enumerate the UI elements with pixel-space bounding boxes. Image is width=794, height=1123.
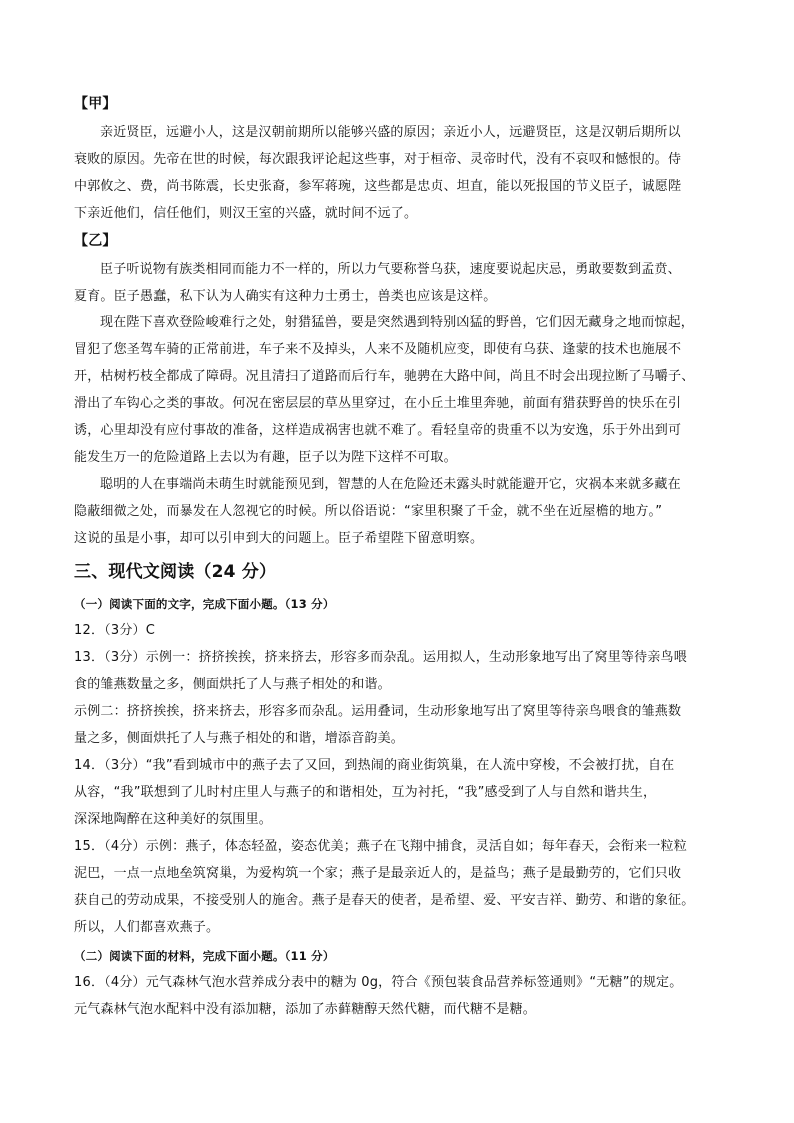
section-mark-yi: 【乙】	[74, 233, 117, 249]
answer-line: 元气森林气泡水配料中没有添加糖，添加了赤藓糖醇天然代糖，而代糖不是糖。	[74, 1002, 537, 1017]
part-heading: （二）阅读下面的材料，完成下面小题。（11 分）	[74, 949, 335, 963]
answer-line: 食的雏燕数量之多，侧面烘托了人与燕子相处的和谐。	[74, 677, 391, 692]
answer-line: 示例二：挤挤挨挨，挤来挤去，形容多而杂乱。运用叠词，生动形象地写出了窝里等待亲鸟喂食的雏燕数	[74, 704, 682, 719]
answer-line: 12．（3分）C	[74, 623, 155, 638]
text-line: 滑出了车钩心之类的事故。何况在密层层的草丛里穿过，在小丘土堆里奔驰，前面有猎获野兽的快乐在引	[74, 396, 682, 411]
answer-line: 14．（3分）“我”看到城市中的燕子去了又回，到热闹的商业街筑巢，在人流中穿梭，不会被打扰，自在	[74, 758, 675, 773]
text-line: 衰败的原因。先帝在世的时候，每次跟我评论起这些事，对于桓帝、灵帝时代，没有不哀叹和憾恨的。侍	[74, 152, 682, 167]
text-line: 能发生万一的危险道路上去以为有趣，臣子以为陛下这样不可取。	[74, 450, 457, 465]
section-title: 三、现代文阅读（24 分）	[74, 562, 277, 582]
answer-line: 16．（4分）元气森林气泡水营养成分表中的糖为 0g，符合《预包装食品营养标签通则》“无糖”的规定。	[74, 975, 683, 990]
answer-line: 13．（3分）示例一：挤挤挨挨，挤来挤去，形容多而杂乱。运用拟人，生动形象地写出了窝里等待亲鸟喂	[74, 650, 687, 665]
text-line: 诱，心里却没有应付事故的准备，这样造成祸害也就不难了。看轻皇帝的贵重不以为安逸，乐于外出到可	[74, 423, 682, 438]
text-line: 亲近贤臣，远避小人，这是汉朝前期所以能够兴盛的原因；亲近小人，远避贤臣，这是汉朝后期所以	[100, 125, 681, 140]
text-line: 夏育。臣子愚蠢，私下认为人确实有这种力士勇士，兽类也应该是这样。	[74, 289, 497, 304]
answer-line: 所以，人们都喜欢燕子。	[74, 920, 220, 935]
answer-line: 泥巴，一点一点地垒筑窝巢，为爱构筑一个家；燕子是最亲近人的，是益鸟；燕子是最勤劳的，它们只收	[74, 866, 682, 881]
text-line: 下亲近他们，信任他们，则汉王室的兴盛，就时间不远了。	[74, 206, 418, 221]
section-mark-jia: 【甲】	[74, 96, 117, 112]
answer-line: 15．（4分）示例：燕子，体态轻盈，姿态优美；燕子在飞翔中捕食，灵活自如；每年春天，会衔来一粒粒	[74, 839, 687, 854]
answer-line: 获自己的劳动成果，不接受别人的施舍。燕子是春天的使者，是希望、爱、平安吉祥、勤劳、和谐的象征。	[74, 893, 695, 908]
text-line: 中郭攸之、费，尚书陈震，长史张裔，参军蒋琬，这些都是忠贞、坦直，能以死报国的节义臣子，诚愿陛	[74, 179, 682, 194]
part-heading: （一）阅读下面的文字，完成下面小题。（13 分）	[74, 597, 335, 611]
answer-line: 深深地陶醉在这种美好的氛围里。	[74, 812, 273, 827]
text-line: 现在陛下喜欢登险峻难行之处，射猎猛兽，要是突然遇到特别凶猛的野兽，它们因无藏身之地而惊起，	[100, 315, 695, 330]
answer-line: 从容，“我”联想到了儿时村庄里人与燕子的和谐相处，互为衬托，“我”感受到了人与自然和谐共生，	[74, 785, 657, 800]
answer-line: 量之多，侧面烘托了人与燕子相处的和谐，增添音韵美。	[74, 731, 405, 746]
text-line: 聪明的人在事端尚未萌生时就能预见到，智慧的人在危险还未露头时就能避开它，灾祸本来就多藏在	[100, 477, 681, 492]
text-line: 开，枯树朽枝全都成了障碍。况且清扫了道路而后行车，驰骋在大路中间，尚且不时会出现拉断了马嚼子、	[74, 369, 695, 384]
text-line: 冒犯了您圣驾车骑的正常前进，车子来不及掉头，人来不及随机应变，即使有乌获、逢蒙的技术也施展不	[74, 342, 682, 357]
text-line: 这说的虽是小事，却可以引申到大的问题上。臣子希望陛下留意明察。	[74, 531, 484, 546]
text-line: 隐蔽细微之处，而暴发在人忽视它的时候。所以俗语说：“家里积聚了千金，就不坐在近屋檐的地方。”	[74, 504, 663, 519]
text-line: 臣子听说物有族类相同而能力不一样的，所以力气要称誉乌获，速度要说起庆忌，勇敢要数到孟贲、	[100, 262, 681, 277]
